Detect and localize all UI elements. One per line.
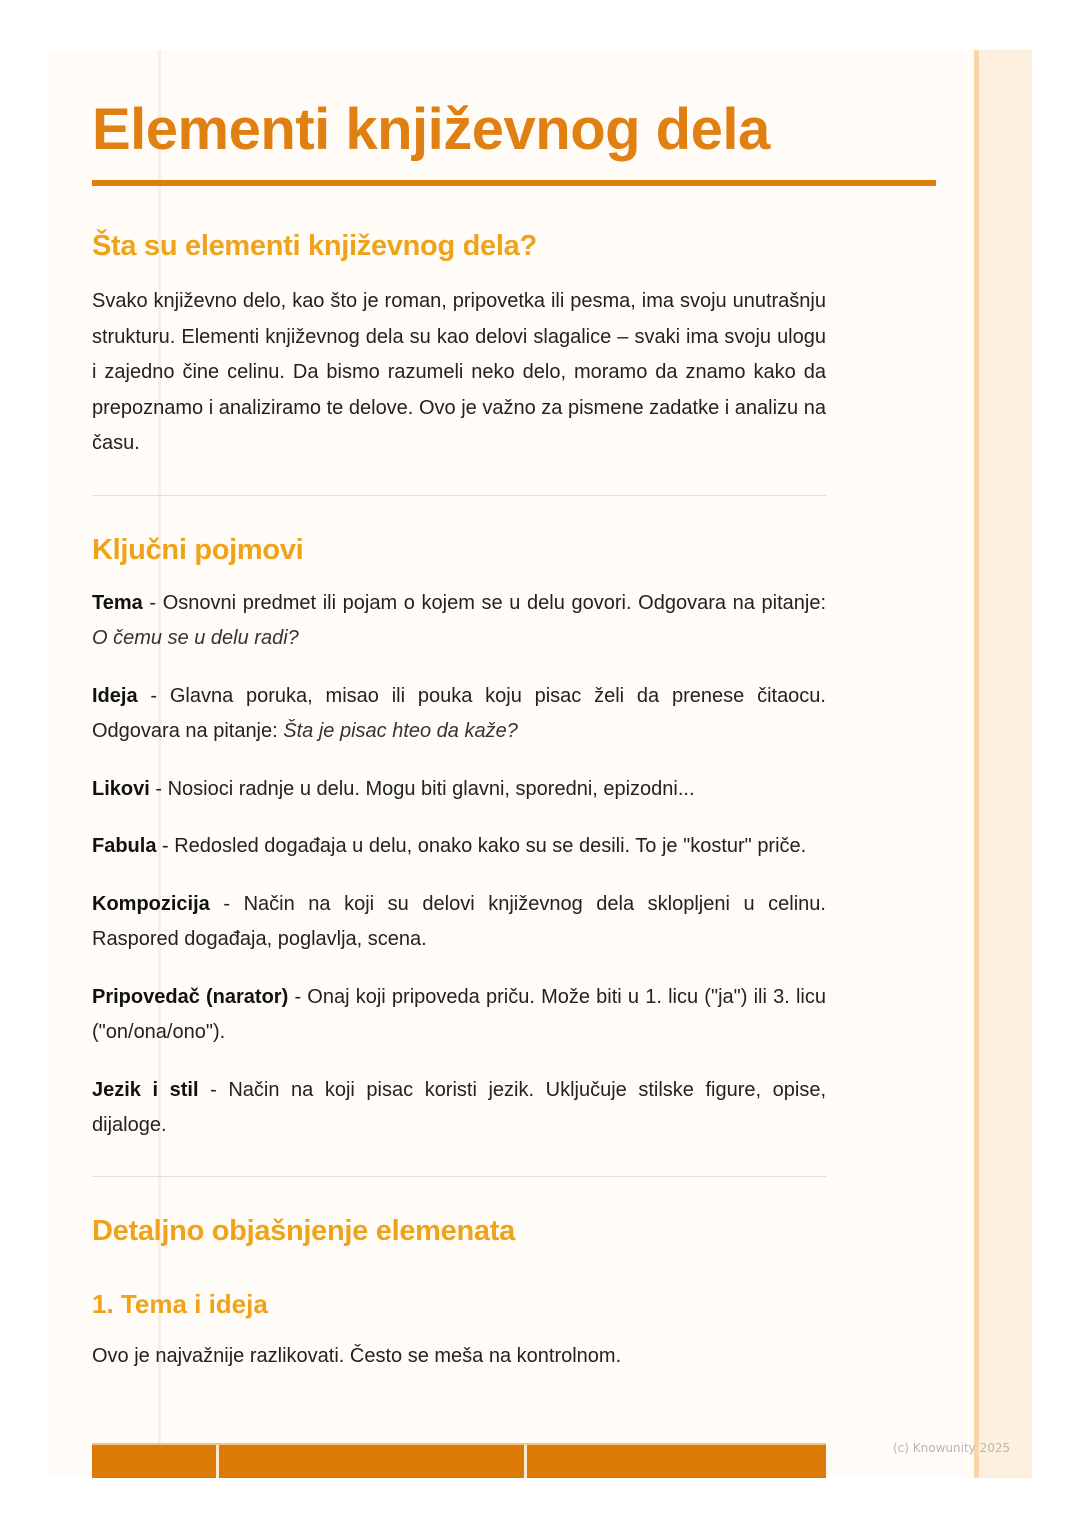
table-header-cell: [527, 1445, 826, 1478]
intro-paragraph: Svako književno delo, kao što je roman, pripovetka ili pesma, ima svoju unutrašnju strukturu. Elementi književnog dela su kao delovi slagalice – svaki ima svoju ulogu i zajedno čine celinu. Da bismo razumeli neko delo, moramo da znamo kako da prepoznamo i analiziramo te delove. Ovo je važno za pismene zadatke i analizu na času.: [92, 290, 826, 454]
table-header-cell: [219, 1445, 527, 1478]
term-label: Kompozicija: [92, 892, 210, 915]
term-label: Fabula: [92, 835, 157, 857]
term-question: Šta je pisac hteo da kaže?: [283, 720, 518, 742]
term-label: Ideja: [92, 684, 138, 707]
term-item: [92, 586, 826, 657]
term-item: [92, 887, 826, 958]
details-heading: Detaljno objašnjenje elemenata: [92, 1214, 515, 1247]
key-terms-list: [92, 586, 826, 1144]
term-item: [92, 980, 826, 1051]
key-terms-heading: Ključni pojmovi: [92, 533, 304, 566]
term-definition: - Nosioci radnje u delu. Mogu biti glavni, sporedni, epizodni...: [149, 777, 695, 800]
term-item: [92, 679, 826, 750]
right-margin-line: [974, 50, 979, 1478]
term-label: Tema: [92, 591, 143, 614]
term-definition: - Način na koji pisac koristi jezik. Uključuje stilske figure, opise, dijaloge.: [92, 1078, 826, 1136]
page-title: Elementi književnog dela: [92, 97, 770, 162]
term-item: [92, 1073, 826, 1144]
term-label: Likovi: [92, 777, 150, 800]
details-paragraph: Ovo je najvažnije razlikovati. Često se meša na kontrolnom.: [92, 1344, 622, 1367]
intro-heading: Šta su elementi književnog dela?: [92, 230, 537, 262]
term-definition: - Redosled događaja u delu, onako kako su se desili. To je "kostur" priče.: [156, 835, 807, 857]
details-subheading: 1. Tema i ideja: [92, 1288, 268, 1319]
term-question: O čemu se u delu radi?: [92, 627, 299, 649]
term-definition: - Način na koji su delovi književnog dela sklopljeni u celinu. Raspored događaja, poglavlja, scena.: [92, 892, 826, 950]
term-definition: - Onaj koji pripoveda priču. Može biti u 1. licu ("ja") ili 3. licu ("on/ona/ono").: [92, 985, 826, 1043]
term-item: [92, 772, 826, 808]
term-definition: - Glavna poruka, misao ili pouka koju pisac želi da prenese čitaocu. Odgovara na pitanje:: [92, 684, 826, 742]
section-divider: [92, 1176, 826, 1177]
term-label: Pripovedač (narator): [92, 985, 289, 1008]
table-header-cell: [92, 1445, 219, 1478]
content: [92, 90, 936, 1374]
term-definition: - Osnovni predmet ili pojam o kojem se u delu govori. Odgovara na pitanje:: [142, 591, 826, 614]
copyright-footer: (c) Knowunity 2025: [893, 1441, 1011, 1455]
title-underline: [92, 180, 936, 186]
term-item: [92, 829, 826, 865]
document-page: [48, 50, 1032, 1478]
body-column: [92, 228, 826, 1374]
term-label: Jezik i stil: [92, 1078, 199, 1101]
right-margin-strip: [974, 50, 1032, 1478]
table-header: [92, 1443, 826, 1478]
section-divider: [92, 495, 826, 496]
